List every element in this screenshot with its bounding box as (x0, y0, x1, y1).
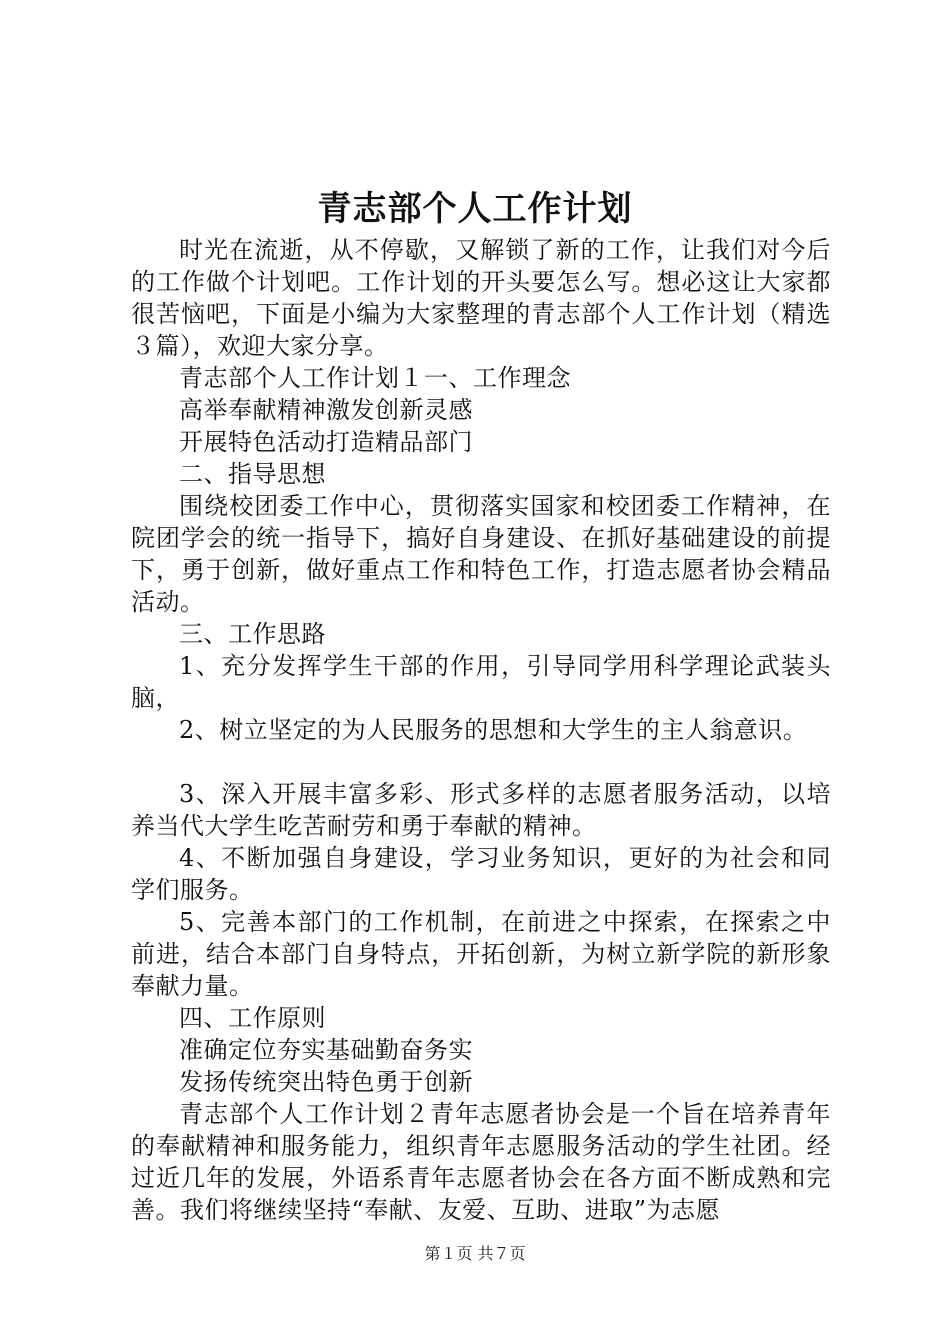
paragraph-principle-2: 发扬传统突出特色勇于创新 (179, 1068, 473, 1096)
section-heading-work-approach: 三、工作思路 (179, 620, 326, 648)
list-item-3: 3、深入开展丰富多彩、形式多样的志愿者服务活动，以培养当代大学生吃苦耐劳和勇于奉献的精神。 (131, 780, 831, 840)
paragraph-principle-1: 准确定位夯实基础勤奋务实 (179, 1036, 473, 1064)
paragraph-plan1-heading: 青志部个人工作计划１一、工作理念 (179, 364, 571, 392)
list-item-2: 2、树立坚定的为人民服务的思想和大学生的主人翁意识。 (179, 716, 808, 744)
section-heading-work-principles: 四、工作原则 (179, 1004, 326, 1032)
paragraph-guiding-ideas: 围绕校团委工作中心，贯彻落实国家和校团委工作精神，在院团学会的统一指导下，搞好自身建设、在抓好基础建设的前提下，勇于创新，做好重点工作和特色工作，打造志愿者协会精品活动。 (131, 492, 831, 616)
paragraph-intro: 时光在流逝，从不停歇，又解锁了新的工作，让我们对今后的工作做个计划吧。工作计划的开头要怎么写。想必这让大家都很苦恼吧，下面是小编为大家整理的青志部个人工作计划（精选３篇），欢迎大家分享。 (131, 236, 831, 360)
page-number-footer: 第１页 共７页 (424, 1244, 526, 1263)
section-heading-guiding-ideas: 二、指导思想 (179, 460, 326, 488)
list-item-4: 4、不断加强自身建设，学习业务知识，更好的为社会和同学们服务。 (131, 844, 831, 904)
paragraph-motto-1: 高举奉献精神激发创新灵感 (179, 396, 473, 424)
document-title: 青志部个人工作计划 (317, 189, 633, 229)
paragraph-plan2-intro: 青志部个人工作计划２青年志愿者协会是一个旨在培养青年的奉献精神和服务能力，组织青年志愿服务活动的学生社团。经过近几年的发展，外语系青年志愿者协会在各方面不断成熟和完善。我们将继续坚持“奉献、友爱、互助、进取”为志愿 (131, 1100, 831, 1224)
blank-line (131, 746, 831, 778)
document-body (131, 234, 831, 1226)
list-item-1: 1、充分发挥学生干部的作用，引导同学用科学理论武装头脑， (131, 652, 831, 712)
list-item-5: 5、完善本部门的工作机制，在前进之中探索，在探索之中前进，结合本部门自身特点，开拓创新，为树立新学院的新形象奉献力量。 (131, 908, 831, 1000)
paragraph-motto-2: 开展特色活动打造精品部门 (179, 428, 473, 456)
